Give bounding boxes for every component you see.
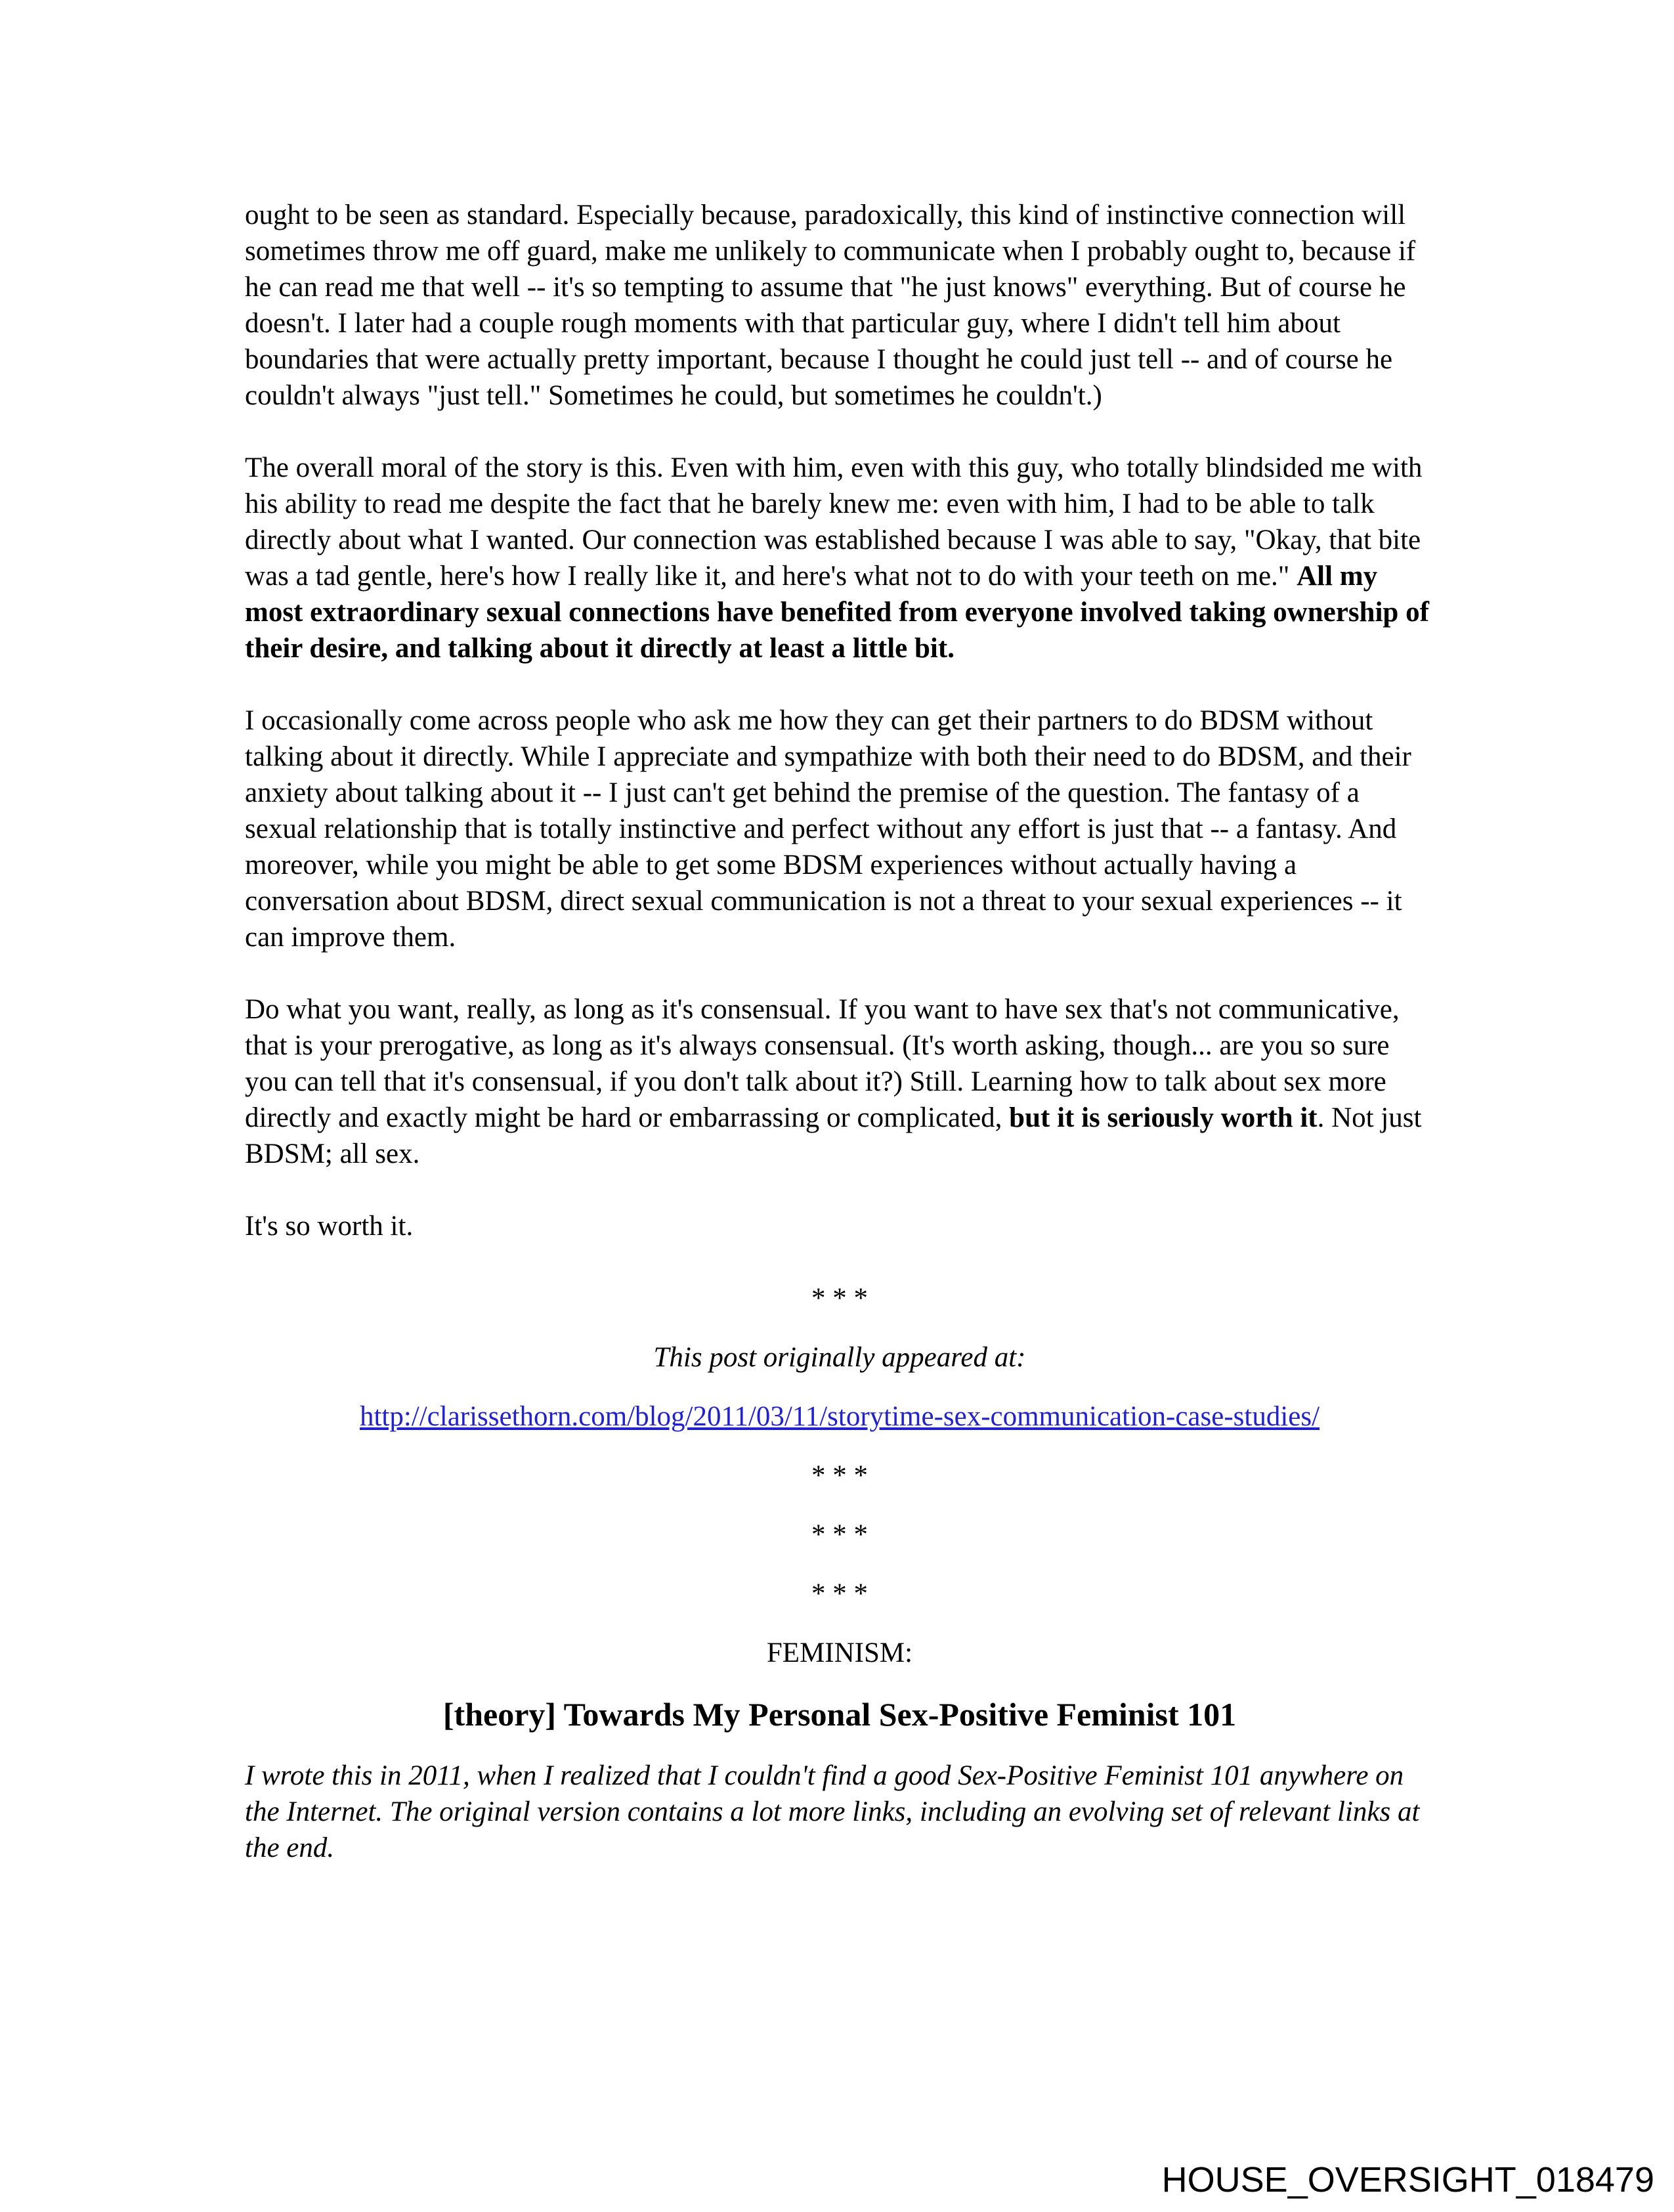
bold-emphasis-text: but it is seriously worth it — [1009, 1102, 1318, 1133]
paragraph-text: Do what you want, really, as long as it's consensual. If you want to have sex that's not communicative, that is your prerogative, as long as it's always consensual. (It's worth asking, though... are you so sure you can tell that it's consensual, if you don't talk about it?) Still. Learning how to talk about sex more directly and exactly might be hard or embarrassing or complicated, — [245, 994, 1400, 1133]
paragraph-bdsm-communication — [245, 703, 1434, 955]
section-label-feminism: FEMINISM: — [766, 1637, 913, 1668]
source-link[interactable]: http://clarissethorn.com/blog/2011/03/11/storytime-sex-communication-case-studies/ — [359, 1401, 1320, 1432]
section-separator: * * * — [811, 1519, 868, 1550]
paragraph-text: . Not just BDSM; all sex. — [245, 1102, 1422, 1169]
paragraph-text: ought to be seen as standard. Especially because, paradoxically, this kind of instinctive connection will sometimes throw me off guard, make me unlikely to communicate when I probably ought to, because if he can read me that well -- it's so tempting to assume that "he just knows" everything. But of course he doesn't. I later had a couple rough moments with that particular guy, where I didn't tell him about boundaries that were actually pretty important, because I thought he could just tell -- and of course he couldn't always "just tell." Sometimes he could, but sometimes he couldn't.) — [245, 200, 1416, 411]
chapter-title: [theory] Towards My Personal Sex-Positive Feminist 101 — [442, 1696, 1237, 1733]
paragraph-text: The overall moral of the story is this. Even with him, even with this guy, who totally blindsided me with his ability to read me despite the fact that he barely knew me: even with him, I had to be able to talk directly about what I wanted. Our connection was established because I was able to say, "Okay, that bite was a tad gentle, here's how I really like it, and here's what not to do with your teeth on me." — [245, 452, 1423, 592]
section-separator: * * * — [811, 1460, 868, 1491]
bold-emphasis-text: All my most extraordinary sexual connections have benefited from everyone involved taking ownership of their desire, and talking about it directly at least a little bit. — [245, 561, 1429, 664]
section-separator: * * * — [811, 1578, 868, 1609]
bates-stamp: HOUSE_OVERSIGHT_018479 — [1161, 2160, 1654, 2200]
paragraph-text: I occasionally come across people who ask me how they can get their partners to do BDSM without talking about it directly. While I appreciate and sympathize with both their need to do BDSM, and their anxiety about talking about it -- I just can't get behind the premise of the question. The fantasy of a sexual relationship that is totally instinctive and perfect without any effort is just that -- a fantasy. And moreover, while you might be able to get some BDSM experiences without actually having a conversation about BDSM, direct sexual communication is not a threat to your sexual experiences -- it can improve them. — [245, 705, 1411, 953]
paragraph-consensual — [245, 991, 1434, 1172]
paragraph-instinctive-connection — [245, 197, 1434, 414]
source-link-line — [245, 1399, 1434, 1435]
chapter-intro-note: I wrote this in 2011, when I realized that I couldn't find a good Sex-Positive Feminist 101 anywhere on the Internet. The original version contains a lot more links, including an evolving set of relevant links at the end. — [245, 1760, 1420, 1863]
page-body-text — [245, 197, 1434, 1866]
source-attribution-label: This post originally appeared at: — [653, 1342, 1026, 1373]
section-separator: * * * — [811, 1283, 868, 1314]
paragraph-worth-it: It's so worth it. — [245, 1211, 414, 1242]
paragraph-overall-moral — [245, 450, 1434, 666]
